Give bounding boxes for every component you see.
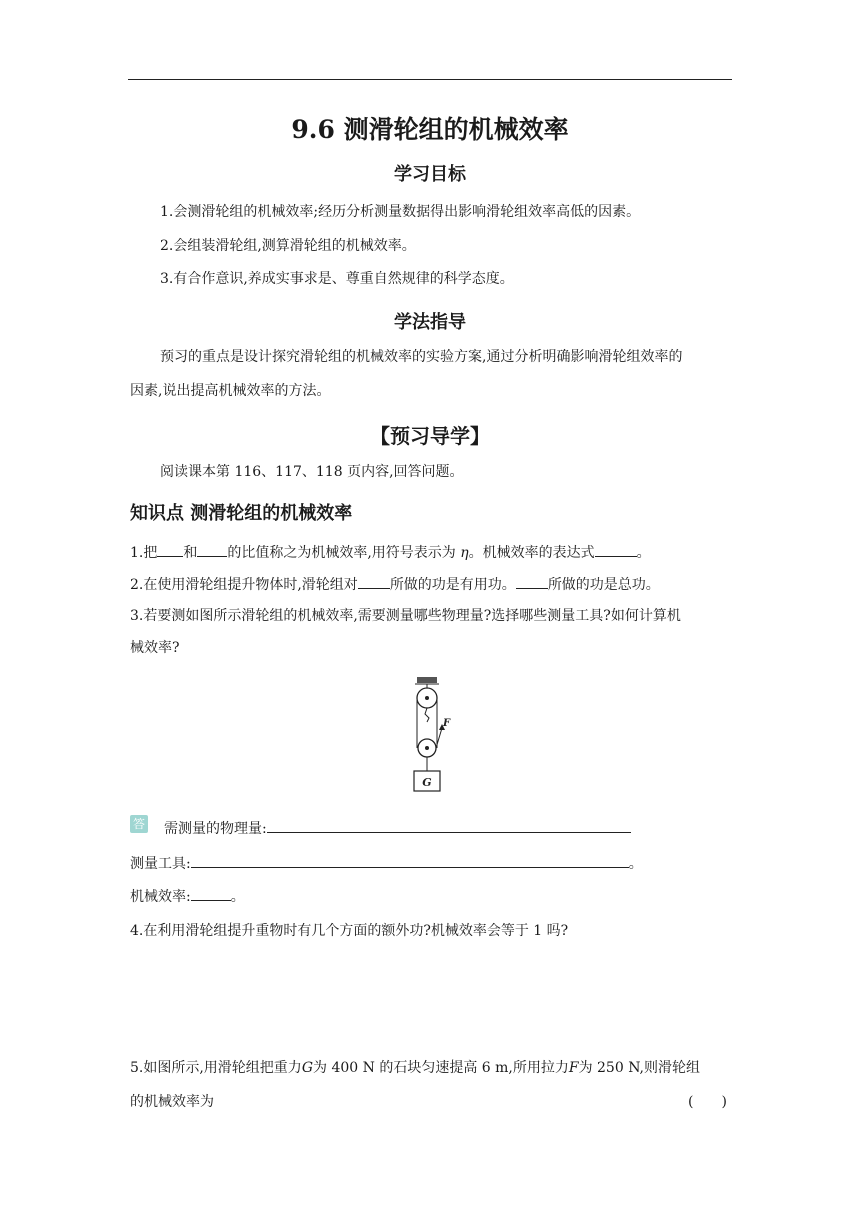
method-heading: 学法指导 xyxy=(394,312,466,333)
q2-text-b: 所做的功是有用功。 xyxy=(389,577,516,593)
question-2 xyxy=(130,574,660,595)
q5-g-symbol: G xyxy=(301,1060,313,1076)
q2-blank-2[interactable] xyxy=(516,574,548,589)
q1-blank-3[interactable] xyxy=(595,542,637,557)
ceiling-mount xyxy=(417,677,437,683)
q5-text-2: 为 400 N 的石块匀速提高 6 m,所用拉力 xyxy=(313,1060,569,1076)
q1-text-d: 。机械效率的表达式 xyxy=(468,545,595,561)
efficiency-blank[interactable] xyxy=(191,886,231,901)
eta-symbol: η xyxy=(460,545,469,561)
answer-tools xyxy=(130,853,643,874)
preview-heading: 【预习导学】 xyxy=(370,424,490,448)
question-5-line-2: 的机械效率为 xyxy=(130,1094,214,1110)
q1-text-b: 和 xyxy=(183,545,198,561)
question-4: 4.在利用滑轮组提升重物时有几个方面的额外功?机械效率会等于 1 吗? xyxy=(130,923,569,939)
tools-end: 。 xyxy=(628,856,643,872)
q2-text-a: 2.在使用滑轮组提升物体时,滑轮组对 xyxy=(130,577,358,593)
q1-text-a: 1.把 xyxy=(130,545,158,561)
method-line-2: 因素,说出提高机械效率的方法。 xyxy=(130,383,331,399)
tools-label: 测量工具: xyxy=(130,856,191,872)
tools-blank[interactable] xyxy=(191,853,629,868)
rope-hook xyxy=(425,708,429,722)
objectives-heading: 学习目标 xyxy=(394,164,466,185)
q1-blank-2[interactable] xyxy=(197,542,227,557)
method-line-1: 预习的重点是设计探究滑轮组的机械效率的实验方案,通过分析明确影响滑轮组效率的 xyxy=(160,349,683,365)
efficiency-end: 。 xyxy=(230,889,245,905)
q5-text-3: 为 250 N,则滑轮组 xyxy=(578,1060,701,1076)
q5-text-1: 5.如图所示,用滑轮组把重力 xyxy=(130,1060,302,1076)
knowledge-heading: 知识点 测滑轮组的机械效率 xyxy=(130,503,353,524)
weight-label: G xyxy=(422,776,432,789)
header-rule xyxy=(128,79,732,80)
answer-bracket[interactable]: ( ) xyxy=(688,1094,727,1110)
q1-text-c: 的比值称之为机械效率,用符号表示为 xyxy=(227,545,456,561)
objective-3: 3.有合作意识,养成实事求是、尊重自然规律的科学态度。 xyxy=(160,271,514,287)
q5-f-symbol: F xyxy=(568,1060,579,1076)
q1-blank-1[interactable] xyxy=(157,542,183,557)
pulley-diagram xyxy=(395,675,465,795)
answer-quantities xyxy=(164,818,631,839)
page-title: 9.6 测滑轮组的机械效率 xyxy=(291,115,569,144)
quantities-blank[interactable] xyxy=(267,818,631,833)
answer-badge: 答 xyxy=(130,815,148,833)
question-3-line-1: 3.若要测如图所示滑轮组的机械效率,需要测量哪些物理量?选择哪些测量工具?如何计算机 xyxy=(130,608,681,624)
q1-text-e: 。 xyxy=(636,545,651,561)
objective-1: 1.会测滑轮组的机械效率;经历分析测量数据得出影响滑轮组效率高低的因素。 xyxy=(160,204,641,220)
preview-intro: 阅读课本第 116、117、118 页内容,回答问题。 xyxy=(160,464,464,480)
question-5-line-1 xyxy=(130,1058,700,1078)
answer-efficiency xyxy=(130,886,245,907)
q2-text-c: 所做的功是总功。 xyxy=(547,577,660,593)
question-1 xyxy=(130,542,651,563)
q2-blank-1[interactable] xyxy=(358,574,390,589)
efficiency-label: 机械效率: xyxy=(130,889,191,905)
quantities-label: 需测量的物理量: xyxy=(164,821,267,837)
objective-2: 2.会组装滑轮组,测算滑轮组的机械效率。 xyxy=(160,238,416,254)
force-label: F xyxy=(443,718,451,729)
question-3-line-2: 械效率? xyxy=(130,640,180,656)
